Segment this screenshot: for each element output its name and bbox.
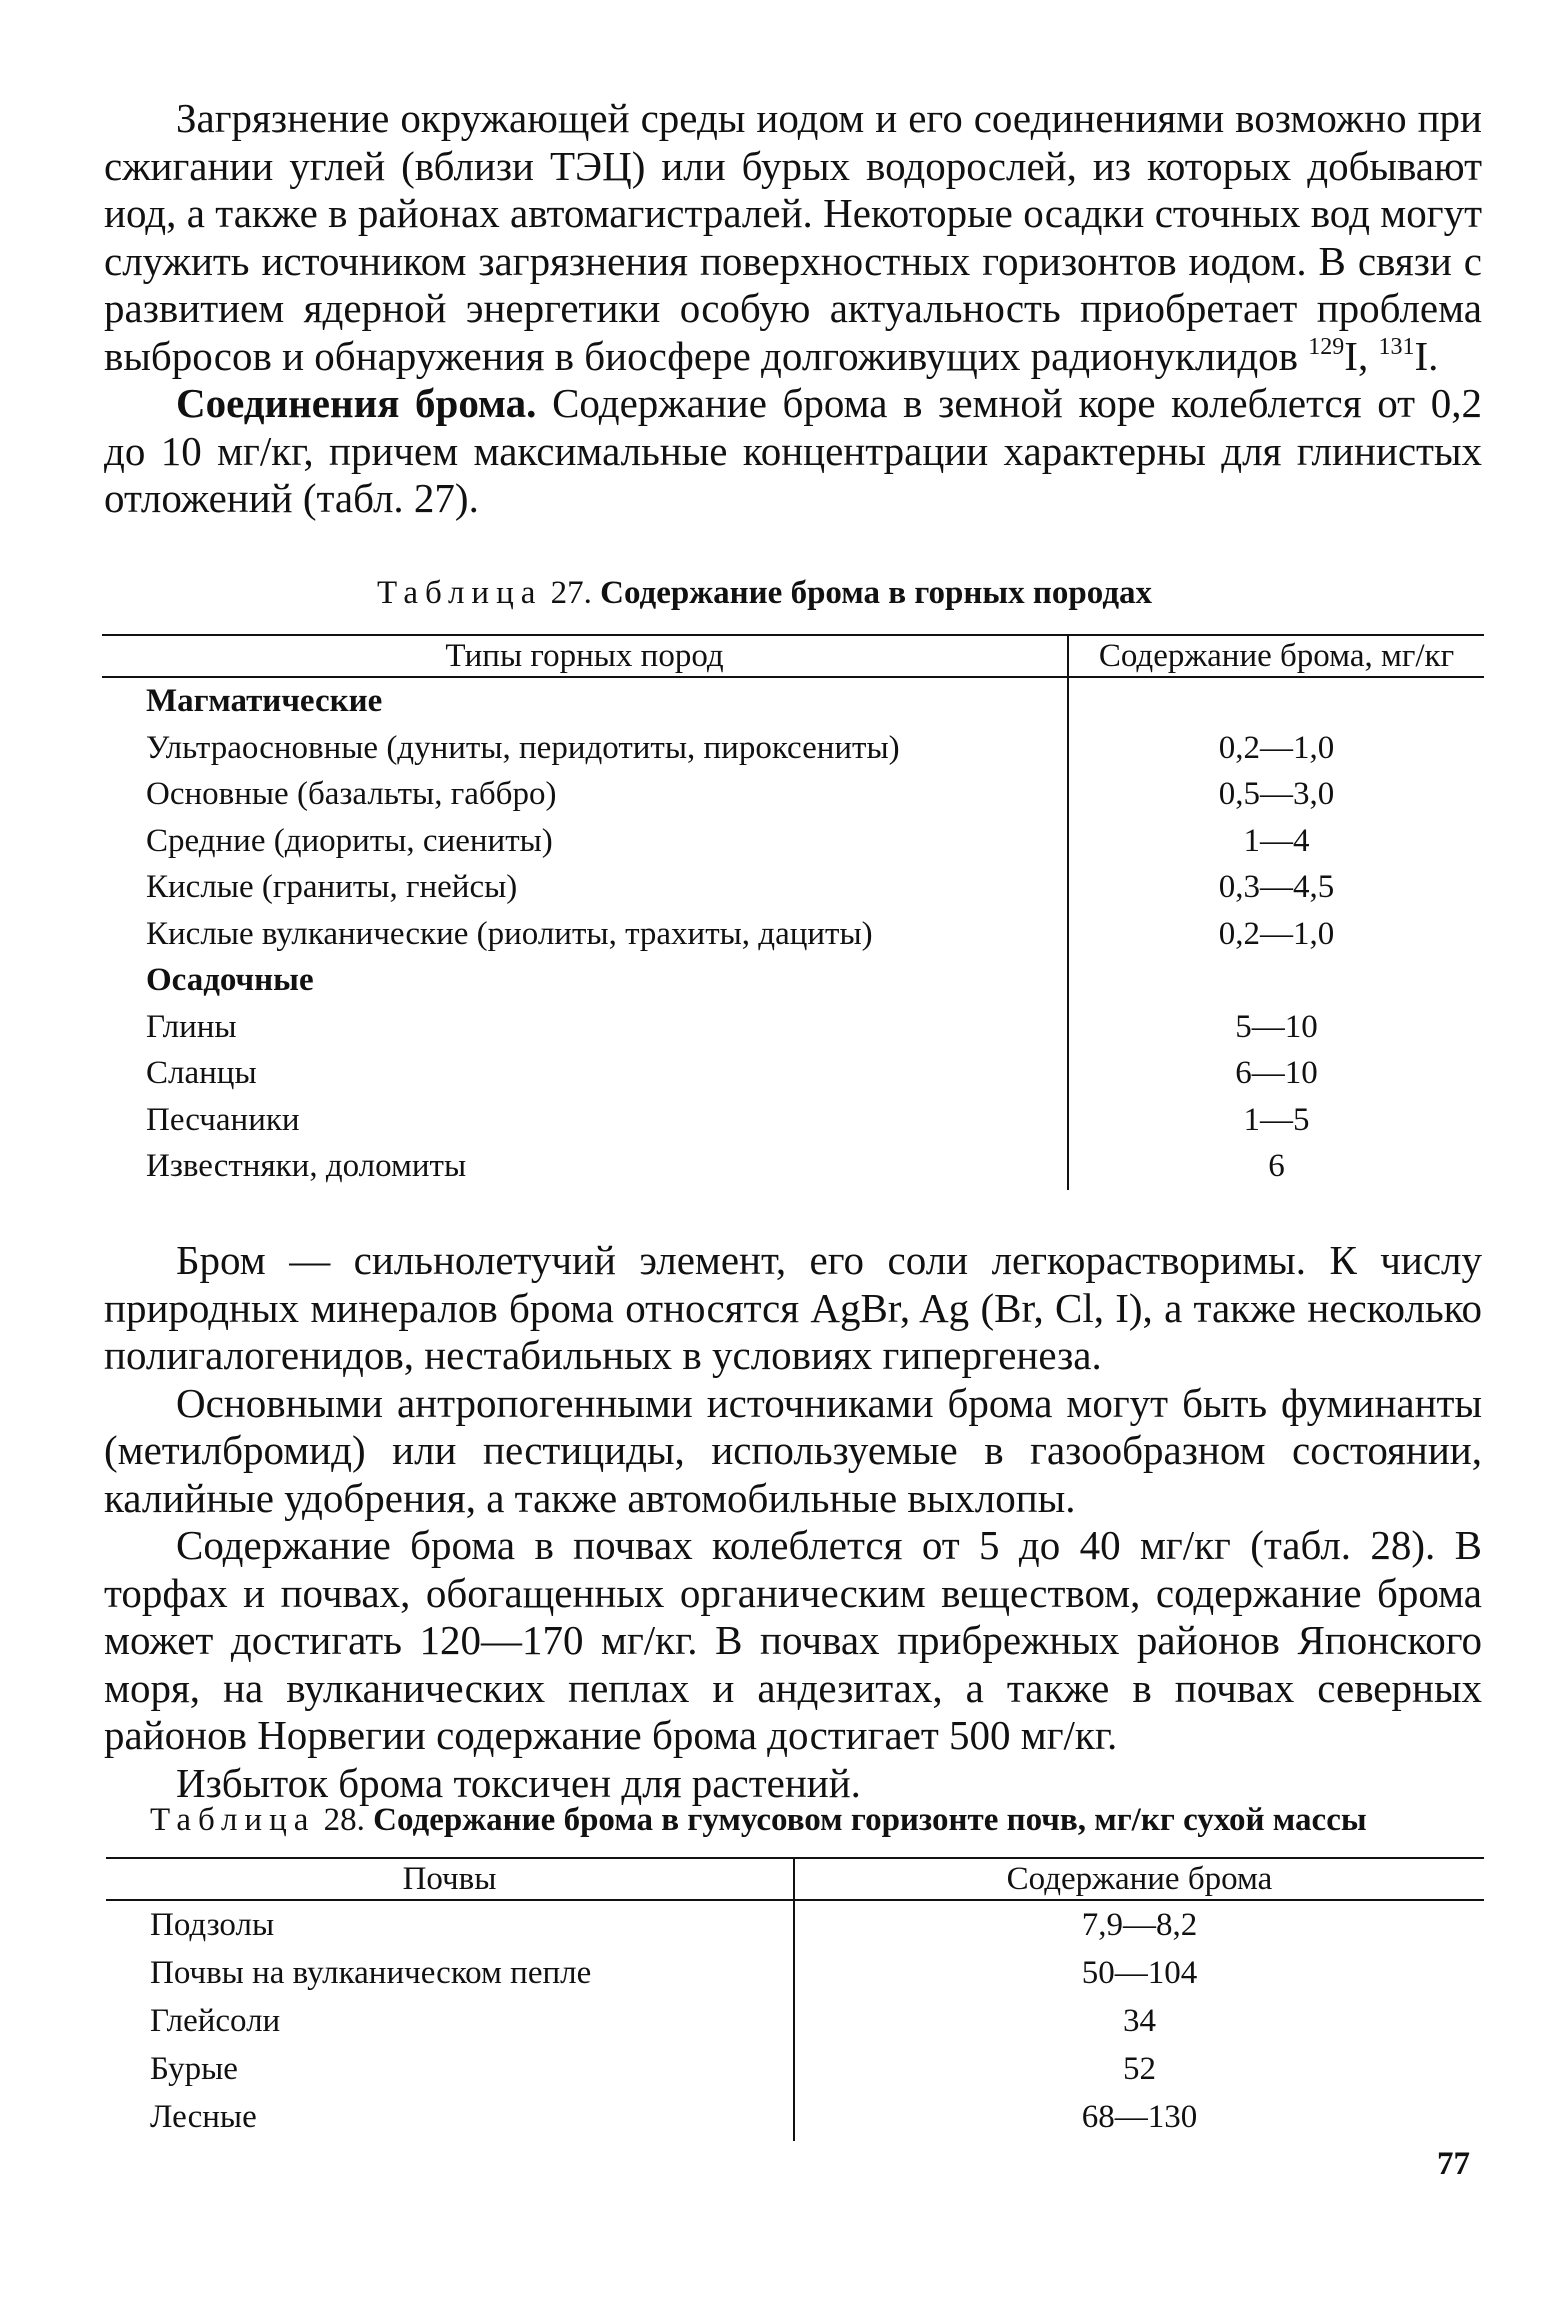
table-row [102, 1097, 1484, 1144]
table-row [102, 818, 1484, 865]
table-28 [106, 1857, 1484, 2141]
rock-type: Основные (базальты, габбро) [102, 771, 1068, 818]
table-row [102, 1143, 1484, 1190]
iodine-pollution-paragraph: Загрязнение окружающей среды иодом и его соединениями возможно при сжигании углей (вблизи ТЭЦ) или бурых водорослей, из которых добывают иод, а также в районах автомагистралей. Некоторые осадки сточных вод могут служить источником загрязнения поверхностных горизонтов иодом. В связи с развитием ядерной энергетики особую актуальность приобретает проблема выбросов и обнаружения в биосфере долгоживущих радионуклидов $^{129}$I, $^{131}$I. [104, 95, 1482, 379]
rock-type: Сланцы [102, 1050, 1068, 1097]
group-label: Осадочные [102, 957, 1068, 1004]
bromine-value: 68—130 [1081, 2099, 1198, 2135]
bromine-value: 34 [1123, 2003, 1156, 2039]
rock-type: Песчаники [102, 1097, 1068, 1144]
soil-type: Лесные [106, 2093, 794, 2141]
table-row [106, 1949, 1484, 1997]
table-28-caption: Таблица 28. Содержание брома в гумусовом горизонте почв, мг/кг сухой массы [150, 1802, 1367, 1838]
anthropogenic-sources-paragraph: Основными антропогенными источниками брома могут быть фуминанты (метилбромид) или пестициды, используемые в газообразном состоянии, калийные удобрения, а также автомобильные выхлопы. [104, 1379, 1482, 1521]
rock-type: Ультраосновные (дуниты, перидотиты, пироксениты) [102, 725, 1068, 772]
rock-type: Глины [102, 1004, 1068, 1051]
table-row [102, 1004, 1484, 1051]
column-header-soil: Почвы [106, 1858, 794, 1900]
table-row [106, 2045, 1484, 2093]
table-row [106, 1900, 1484, 1949]
bromine-value: 7,9—8,2 [1081, 1907, 1198, 1943]
bromine-value: 0,5—3,0 [1218, 776, 1335, 812]
bromine-value: 6 [1268, 1148, 1285, 1184]
bromine-value: 52 [1123, 2051, 1156, 2087]
middle-text [104, 1237, 1482, 1807]
soil-type: Почвы на вулканическом пепле [106, 1949, 794, 1997]
table-row [102, 911, 1484, 958]
bromine-value: 50—104 [1081, 1955, 1198, 1991]
group-label: Магматические [102, 677, 1068, 725]
soil-content-paragraph: Содержание брома в почвах колеблется от 5 до 40 мг/кг (табл. 28). В торфах и почвах, обогащенных органическим веществом, содержание брома может достигать 120—170 мг/кг. В почвах прибрежных районов Японского моря, на вулканических пеплах и андезитах, а также в почвах северных районов Норвегии содержание брома достигает 500 мг/кг. [104, 1522, 1482, 1758]
bromine-value: 1—5 [1243, 1101, 1310, 1138]
column-header-rock-type: Типы горных пород [102, 635, 1068, 677]
table-27 [102, 634, 1484, 1190]
soil-type: Глейсоли [106, 1997, 794, 2045]
table-row [102, 771, 1484, 818]
table-27-caption: Таблица 27. Содержание брома в горных породах [377, 575, 1153, 611]
table-group-row [102, 957, 1484, 1004]
bromine-value: 0,2—1,0 [1218, 729, 1335, 766]
bromine-section-heading: Соединения брома. [176, 380, 537, 426]
bromine-value: 1—4 [1243, 822, 1310, 859]
isotope-1-mass: 129 [1308, 333, 1345, 360]
table-row [106, 1997, 1484, 2045]
bromine-compounds-paragraph: Соединения брома. Содержание брома в земной коре колеблется от 0,2 до 10 мг/кг, причем максимальные концентрации характерны для глинистых отложений (табл. 27). [104, 380, 1482, 521]
column-header-bromine-content: Содержание брома [794, 1858, 1484, 1900]
table-group-row [102, 677, 1484, 725]
column-header-bromine-content: Содержание брома, мг/кг [1068, 635, 1484, 677]
toxicity-paragraph: Избыток брома токсичен для растений. [176, 1759, 861, 1806]
page-number: 77 [1437, 2146, 1470, 2182]
bromine-value: 0,2—1,0 [1218, 915, 1335, 952]
soil-type: Бурые [106, 2045, 794, 2093]
bromine-value: 0,3—4,5 [1218, 869, 1335, 905]
rock-type: Известняки, доломиты [102, 1143, 1068, 1190]
intro-text [104, 95, 1482, 523]
rock-type: Кислые вулканические (риолиты, трахиты, дациты) [102, 911, 1068, 958]
bromine-value: 5—10 [1235, 1008, 1318, 1045]
table-row [102, 864, 1484, 911]
isotope-2-mass: 131 [1378, 333, 1415, 360]
rock-type: Средние (диориты, сиениты) [102, 818, 1068, 865]
table-row [102, 725, 1484, 772]
bromine-properties-paragraph: Бром — сильнолетучий элемент, его соли легкорастворимы. К числу природных минералов брома относятся AgBr, Ag (Br, Cl, I), а также несколько полигалогенидов, нестабильных в условиях гипергенеза. [104, 1237, 1482, 1378]
bromine-value: 6—10 [1235, 1055, 1318, 1091]
table-row [106, 2093, 1484, 2141]
table-row [102, 1050, 1484, 1097]
rock-type: Кислые (граниты, гнейсы) [102, 864, 1068, 911]
soil-type: Подзолы [106, 1900, 794, 1949]
